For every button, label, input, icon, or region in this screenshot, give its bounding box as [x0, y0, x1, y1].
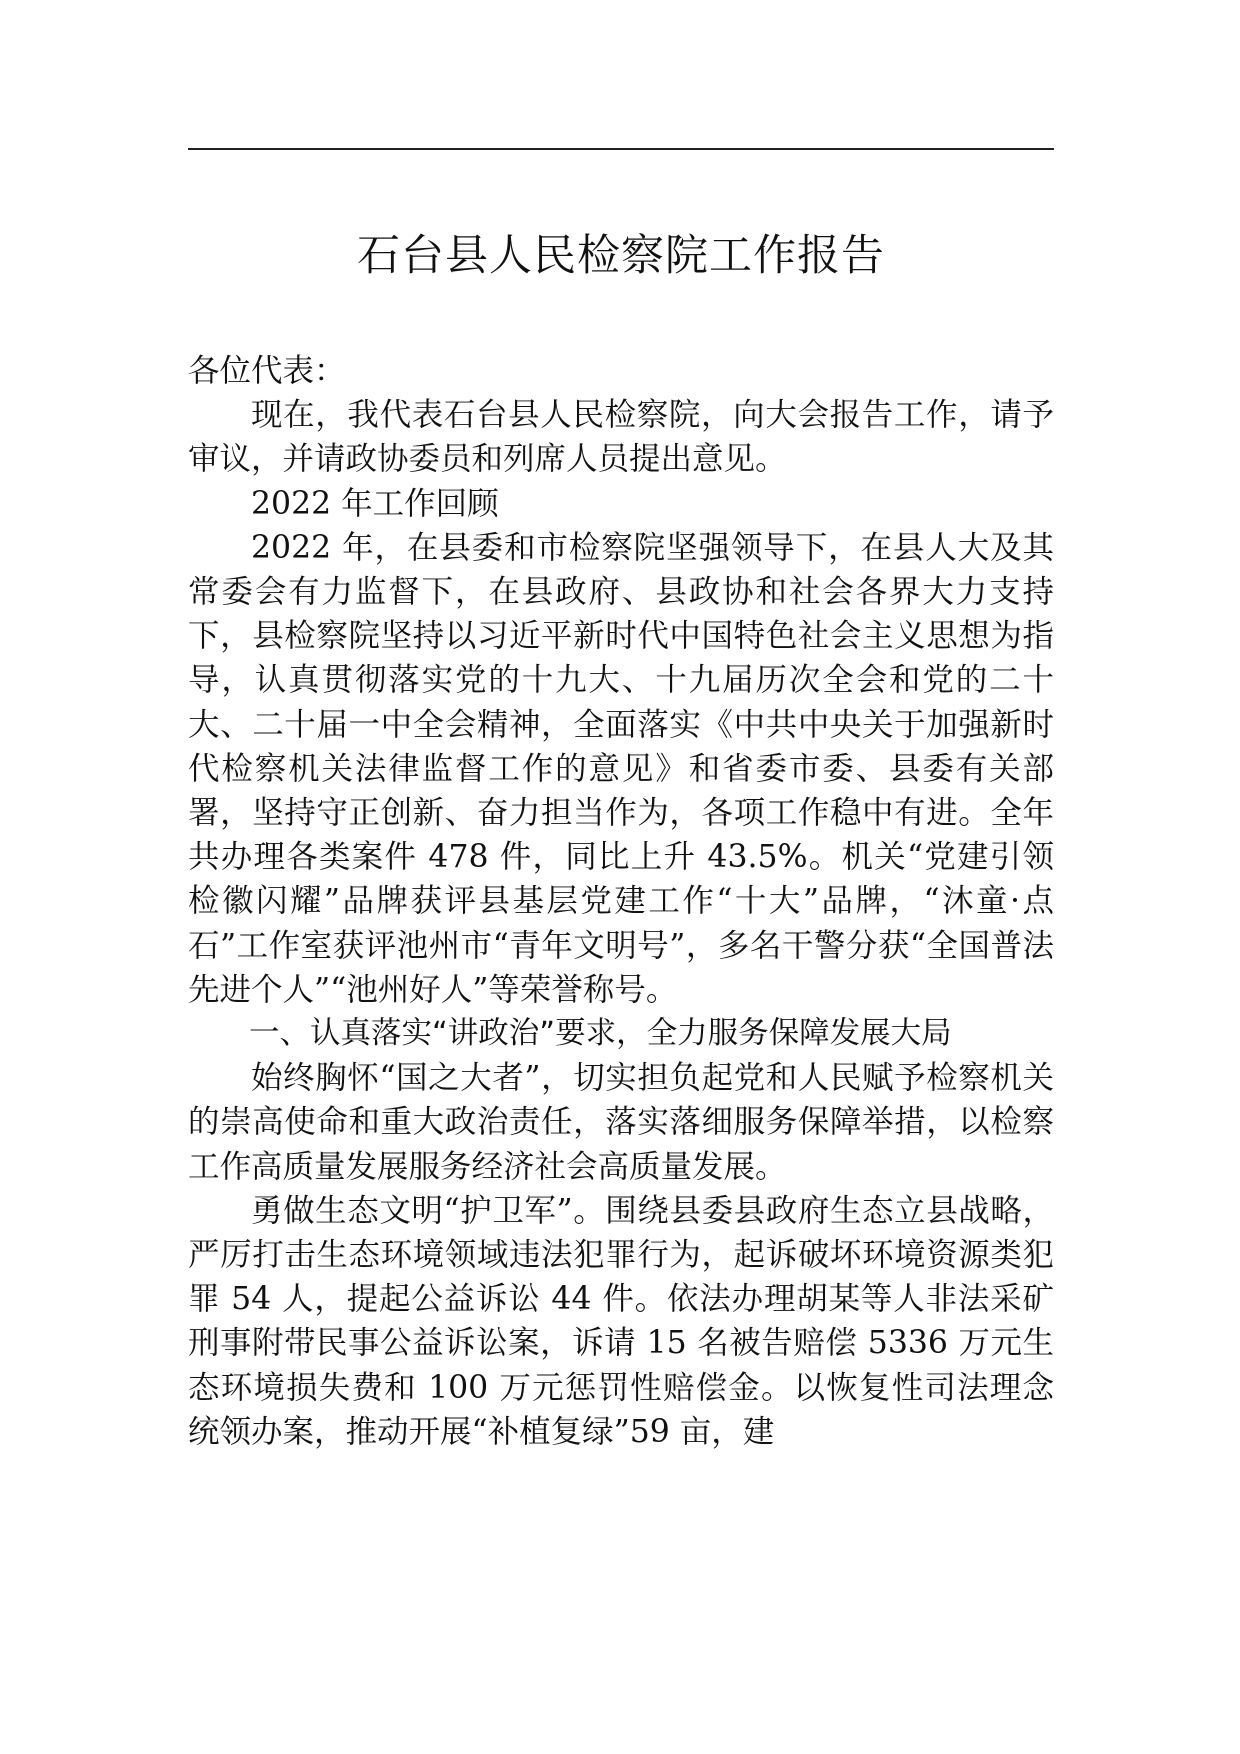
section-heading-one: 一、认真落实“讲政治”要求，全力服务保障发展大局	[249, 1016, 952, 1052]
header-rule	[188, 148, 1054, 150]
salutation: 各位代表：	[188, 353, 346, 389]
ecology-paragraph: 勇做生态文明“护卫军”。围绕县委县政府生态立县战略，严厉打击生态环境领域违法犯罪行为，起诉破坏环境资源类犯罪 54 人，提起公益诉讼 44 件。依法办理胡某等人非法采矿刑事附带民事公益诉讼案，诉请 15 名被告赔偿 5336 万元生态环境损失费和 100 万元惩罚性赔偿金。以恢复性司法理念统领办案，推动开展“补植复绿”59 亩，建	[188, 1192, 1054, 1450]
review-paragraph: 2022 年，在县委和市检察院坚强领导下，在县人大及其常委会有力监督下，在县政府、县政协和社会各界大力支持下，县检察院坚持以习近平新时代中国特色社会主义思想为指导，认真贯彻落实党的十九大、十九届历次全会和党的二十大、二十届一中全会精神，全面落实《中共中央关于加强新时代检察机关法律监督工作的意见》和省委市委、县委有关部署，坚持守正创新、奋力担当作为，各项工作稳中有进。全年共办理各类案件 478 件，同比上升 43.5%。机关“党建引领 检徽闪耀”品牌获评县基层党建工作“十大”品牌，“沐童·点石”工作室获评池州市“青年文明号”，多名干警分获“全国普法先进个人”“池州好人”等荣誉称号。	[188, 529, 1054, 1008]
section-title-review: 2022 年工作回顾	[251, 485, 499, 522]
opening-paragraph: 现在，我代表石台县人民检察院，向大会报告工作，请予审议，并请政协委员和列席人员提出意见。	[188, 397, 1054, 478]
document-title: 石台县人民检察院工作报告	[357, 231, 885, 281]
section-one-intro-paragraph: 始终胸怀“国之大者”，切实担负起党和人民赋予检察机关的崇高使命和重大政治责任，落实落细服务保障举措，以检察工作高质量发展服务经济社会高质量发展。	[188, 1060, 1054, 1185]
document-body	[188, 349, 1054, 1454]
